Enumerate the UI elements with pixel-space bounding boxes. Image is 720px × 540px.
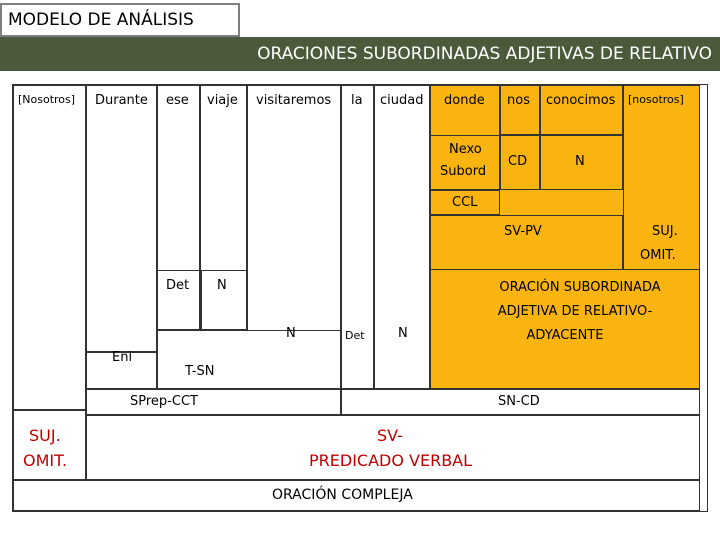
label-cd: CD: [508, 154, 528, 169]
label-sn-cd: SN-CD: [498, 394, 540, 409]
word-ciudad: ciudad: [380, 93, 424, 108]
cell-det-divider: [200, 270, 202, 330]
label-sv-pred-1: SV-: [377, 426, 403, 445]
label-sv-pred-2: PREDICADO VERBAL: [309, 451, 473, 470]
cell-nosotros-2: [623, 85, 700, 270]
label-t-sn: T-SN: [185, 364, 215, 379]
label-oracion-sub-3: ADYACENTE: [526, 328, 604, 343]
word-visitaremos: visitaremos: [256, 93, 332, 108]
word-nosotros-1: [Nosotros]: [18, 93, 76, 106]
word-durante: Durante: [95, 93, 148, 108]
col-nosotros: [13, 85, 86, 410]
cell-t-sn: [157, 330, 341, 389]
label-n-viaje: N: [217, 278, 227, 293]
word-ese: ese: [166, 93, 189, 108]
label-oracion-sub-1: ORACIÓN SUBORDINADA: [499, 280, 661, 295]
banner-title: ORACIONES SUBORDINADAS ADJETIVAS DE RELATIVO: [0, 37, 720, 71]
label-det-ese: Det: [166, 278, 190, 293]
label-suj-omit-main-1: SUJ.: [29, 426, 61, 445]
label-suj-omit-sub-2: OMIT.: [640, 248, 676, 263]
label-suj-omit-sub-1: SUJ.: [652, 224, 678, 239]
label-nexo-1: Nexo: [449, 142, 482, 157]
word-la: la: [351, 93, 363, 108]
cell-sprep-cct: [86, 389, 341, 415]
label-enl: Enl: [112, 350, 133, 365]
label-ccl: CCL: [452, 195, 478, 210]
word-nos: nos: [507, 93, 530, 108]
model-title: MODELO DE ANÁLISIS: [0, 3, 240, 37]
label-sv-pv: SV-PV: [504, 224, 542, 239]
word-conocimos: conocimos: [546, 93, 616, 108]
col-la: [341, 85, 374, 389]
label-n-ciudad: N: [398, 326, 408, 341]
label-suj-omit-main-2: OMIT.: [23, 451, 68, 470]
col-durante: [86, 85, 157, 352]
label-nexo-2: Subord: [440, 164, 487, 179]
label-oracion-compleja: ORACIÓN COMPLEJA: [272, 487, 413, 503]
word-nosotros-2: [nosotros]: [628, 93, 684, 106]
word-donde: donde: [444, 93, 485, 108]
cell-sv-predicado: [86, 415, 700, 480]
word-viaje: viaje: [207, 93, 238, 108]
label-oracion-sub-2: ADJETIVA DE RELATIVO-: [497, 304, 653, 319]
label-n-verb: N: [575, 154, 585, 169]
label-det-la: Det: [345, 329, 365, 342]
label-sprep-cct: SPrep-CCT: [130, 394, 198, 409]
col-ciudad: [374, 85, 430, 389]
label-n-visitaremos: N: [286, 326, 296, 341]
